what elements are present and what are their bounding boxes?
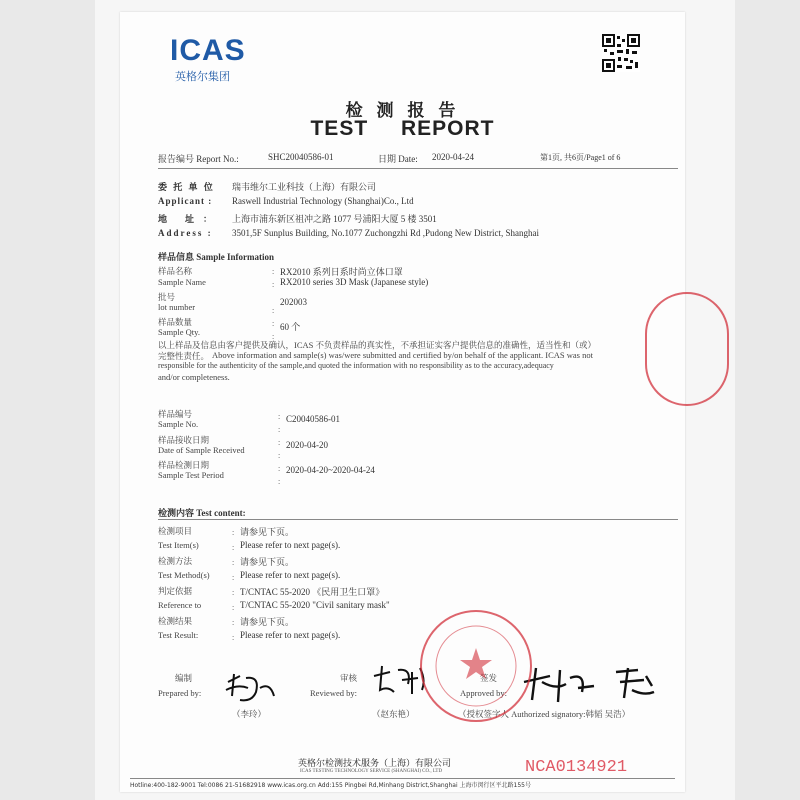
title-chinese: 检 测 报 告 <box>345 101 460 121</box>
items-en-value: Please refer to next page(s). <box>240 540 341 550</box>
lot-value: 202003 <box>280 297 307 307</box>
divider-2 <box>158 519 678 520</box>
test-content-heading: 检测内容 Test content: <box>158 508 246 518</box>
period-en-label: Sample Test Period <box>158 470 224 480</box>
sample-no-cn-label: 样品编号 <box>158 409 193 419</box>
reference-cn-value: T/CNTAC 55-2020 《民用卫生口罩》 <box>240 587 385 597</box>
received-en-label: Date of Sample Received <box>158 445 245 455</box>
disclaimer-en: Above information and sample(s) was/were submitted and certified by/on behalf of the applicant. ICAS was not <box>212 350 593 360</box>
method-cn-label: 检测方法 <box>158 556 193 566</box>
disclaimer-en-3: and/or completeness. <box>158 372 230 382</box>
approved-cn-label: 签发 <box>480 673 498 683</box>
disclaimer-en-2: responsible for the authenticity of the sample,and quoted the information with no responsibility as to the accuracy,adequacy <box>158 361 554 370</box>
client-cn-value: 瑞韦维尔工业科技（上海）有限公司 <box>232 182 377 192</box>
report-no-label: 报告编号 Report No.: <box>158 154 239 164</box>
reference-en-label: Reference to <box>158 600 202 610</box>
applicant-label: Applicant : <box>158 196 213 206</box>
result-en-label: Test Result: <box>158 630 199 640</box>
lot-cn-label: 批号 <box>158 292 176 302</box>
disclaimer-cn: 以上样品及信息由客户提供及确认，ICAS 不负责样品的真实性，不承担证实客户提供信息的准确性，适当性和（或） <box>158 340 596 350</box>
report-no-value: SHC20040586-01 <box>268 152 334 162</box>
sample-name-cn-label: 样品名称 <box>158 266 193 276</box>
period-value: 2020-04-20~2020-04-24 <box>286 465 375 475</box>
sample-name-en-value: RX2010 series 3D Mask (Japanese style) <box>280 277 429 287</box>
colon-column-2: : : : : : : <box>278 412 281 486</box>
reviewed-cn-label: 审核 <box>340 673 358 683</box>
report-page <box>120 12 685 792</box>
result-en-value: Please refer to next page(s). <box>240 630 341 640</box>
seal-star-icon <box>422 612 530 720</box>
company-seal-stamp <box>420 610 532 722</box>
approved-name: （授权签字人 Authorized signatory:韩韬 吴浩） <box>458 709 631 719</box>
lot-en-label: lot number <box>158 302 196 312</box>
received-value: 2020-04-20 <box>286 440 328 450</box>
address-en-label: Address : <box>158 228 213 238</box>
sample-no-en-label: Sample No. <box>158 419 199 429</box>
result-cn-label: 检测结果 <box>158 616 193 626</box>
date-value: 2020-04-24 <box>432 152 474 162</box>
method-en-label: Test Method(s) <box>158 570 210 580</box>
address-cn-label: 地 址 ： <box>158 214 213 224</box>
colon-column: : : : : : <box>272 267 275 341</box>
address-cn-value: 上海市浦东新区祖冲之路 1077 号浦阳大厦 5 楼 3501 <box>232 214 437 224</box>
footer-divider <box>130 778 675 779</box>
page-edge-seal-stamp <box>645 292 729 406</box>
colon-column-3: : : : : : : : : <box>232 528 235 642</box>
sample-info-heading: 样品信息 Sample Information <box>158 252 275 262</box>
address-en-value: 3501,5F Sunplus Building, No.1077 Zuchongzhi Rd ,Pudong New District, Shanghai <box>232 228 539 238</box>
received-cn-label: 样品接收日期 <box>158 435 210 445</box>
page-indicator: 第1页, 共6页/Page1 of 6 <box>540 153 621 162</box>
method-en-value: Please refer to next page(s). <box>240 570 341 580</box>
icas-logo: ICAS <box>170 34 246 67</box>
items-en-label: Test Item(s) <box>158 540 199 550</box>
reference-cn-label: 判定依据 <box>158 586 193 596</box>
date-label: 日期 Date: <box>378 154 418 164</box>
footer-contact: Hotline:400-182-9001 Tel:0086 21-51682918 www.icas.org.cn Add:155 Pingbei Rd,Minhang District,Shanghai 上海市闵行区平北路155号 <box>130 782 531 789</box>
prepared-signature-icon <box>220 670 280 706</box>
items-cn-label: 检测项目 <box>158 526 193 536</box>
approved-en-label: Approved by: <box>460 688 507 698</box>
prepared-en-label: Prepared by: <box>158 688 202 698</box>
qr-code-icon <box>602 34 640 72</box>
serial-number: NCA0134921 <box>525 758 628 777</box>
logo-subtitle: 英格尔集团 <box>175 70 230 83</box>
result-cn-value: 请参见下页。 <box>240 617 295 627</box>
method-cn-value: 请参见下页。 <box>240 557 295 567</box>
items-cn-value: 请参见下页。 <box>240 527 295 537</box>
disclaimer-cn-2: 完整性责任。 <box>158 351 210 361</box>
title-english: TEST REPORT <box>310 117 495 140</box>
sample-no-value: C20040586-01 <box>286 414 340 424</box>
footer-company-cn: 英格尔检测技术服务（上海）有限公司 <box>298 759 452 769</box>
qty-en-label: Sample Qty. <box>158 327 200 337</box>
approved-signature-icon <box>520 662 660 706</box>
reviewed-name: （赵东艳） <box>372 709 415 719</box>
period-cn-label: 样品检测日期 <box>158 460 210 470</box>
divider <box>158 168 678 169</box>
sample-name-cn-value: RX2010 系列日系时尚立体口罩 <box>280 267 403 277</box>
sample-name-en-label: Sample Name <box>158 277 206 287</box>
qty-value: 60 个 <box>280 322 301 332</box>
prepared-name: （李玲） <box>232 709 267 719</box>
client-cn-label: 委 托 单 位 <box>158 182 215 192</box>
reviewed-en-label: Reviewed by: <box>310 688 357 698</box>
qty-cn-label: 样品数量 <box>158 317 193 327</box>
reference-en-value: T/CNTAC 55-2020 "Civil sanitary mask" <box>240 600 390 610</box>
applicant-value: Raswell Industrial Technology (Shanghai)Co., Ltd <box>232 196 414 206</box>
prepared-cn-label: 编制 <box>175 673 193 683</box>
footer-company-en: ICAS TESTING TECHNOLOGY SERVICE (SHANGHAI) CO., LTD <box>300 769 443 774</box>
